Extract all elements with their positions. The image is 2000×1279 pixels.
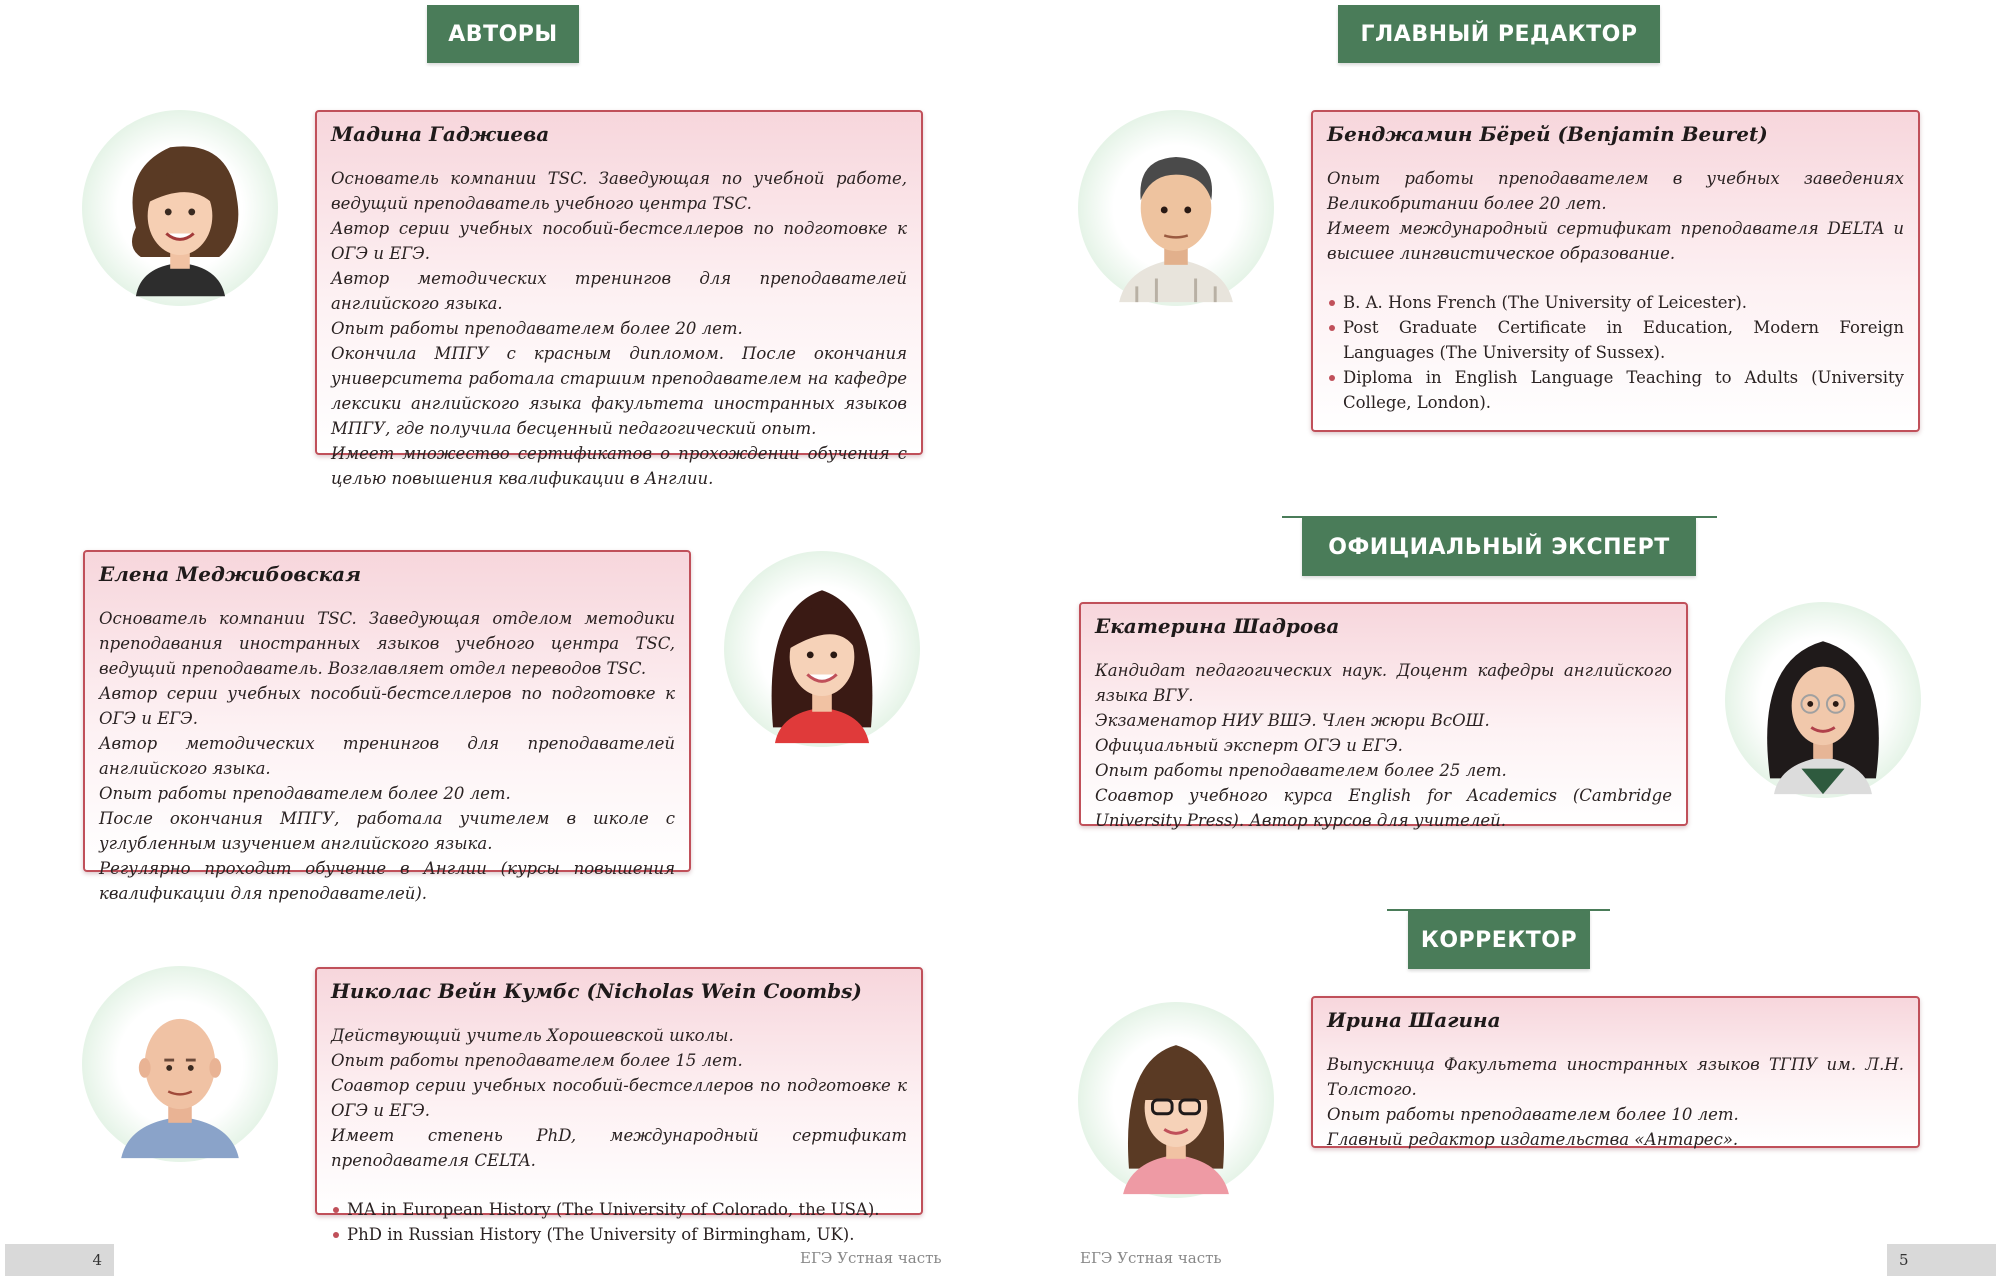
page-number-left xyxy=(5,1244,114,1276)
description-line: Опыт работы преподавателем более 20 лет. xyxy=(331,319,743,338)
qualification-item: Diploma in English Language Teaching to Adults (University College, London). xyxy=(1327,365,1904,415)
avatar-shagina xyxy=(1078,1002,1274,1198)
avatar-beuret xyxy=(1078,110,1274,306)
description-line: Окончила МПГУ с красным дипломом. После окончания университета работала старшим преподавателем на кафедре лексики английского языка факультета иностранных языков МПГУ, где получила бесценный педагогический опыт. xyxy=(331,344,907,438)
person-name: Екатерина Шадрова xyxy=(1095,614,1340,638)
page-number-right xyxy=(1887,1244,1996,1276)
description-line: Кандидат педагогических наук. Доцент кафедры английского языка ВГУ. xyxy=(1095,661,1672,705)
description-line: Имеет международный сертификат преподавателя DELTA и высшее лингвистическое образование. xyxy=(1327,219,1904,263)
avatar-medzhibovskaya xyxy=(724,551,920,747)
page-number-left-text: 4 xyxy=(92,1251,102,1269)
description-line: Соавтор серии учебных пособий-бестселлеров по подготовке к ОГЭ и ЕГЭ. xyxy=(331,1076,907,1120)
description-line: Автор методических тренингов для преподавателей английского языка. xyxy=(99,734,675,778)
description-line: Автор серии учебных пособий-бестселлеров по подготовке к ОГЭ и ЕГЭ. xyxy=(99,684,675,728)
description-line: Опыт работы преподавателем более 10 лет. xyxy=(1327,1105,1739,1124)
description-line: Автор серии учебных пособий-бестселлеров по подготовке к ОГЭ и ЕГЭ. xyxy=(331,219,907,263)
woman-long-hair-icon xyxy=(724,551,920,747)
description-line: Экзаменатор НИУ ВШЭ. Член жюри ВсОШ. xyxy=(1095,711,1490,730)
description-line: Официальный эксперт ОГЭ и ЕГЭ. xyxy=(1095,736,1403,755)
description-line: Опыт работы преподавателем более 25 лет. xyxy=(1095,761,1507,780)
description-line: Основатель компании TSC. Заведующая по учебной работе, ведущий преподаватель учебного центра TSC. xyxy=(331,169,907,213)
description-line: Автор методических тренингов для преподавателей английского языка. xyxy=(331,269,907,313)
description-line: Соавтор учебного курса English for Academics (Cambridge University Press). Автор курсов для учителей. xyxy=(1095,786,1672,830)
man-dark-hair-icon xyxy=(1078,110,1274,306)
avatar-coombs xyxy=(82,966,278,1162)
woman-glasses-curly-icon xyxy=(1725,602,1921,798)
bald-man-icon xyxy=(82,966,278,1162)
footer-title-right: ЕГЭ Устная часть xyxy=(1080,1249,1222,1267)
qualification-item: Post Graduate Certificate in Education, Modern Foreign Languages (The University of Sussex). xyxy=(1327,315,1904,365)
description-line: После окончания МПГУ, работала учителем в школе с углубленным изучением английского языка. xyxy=(99,809,675,853)
card-beuret xyxy=(1311,110,1920,432)
person-description xyxy=(331,166,907,491)
description-line: Действующий учитель Хорошевской школы. xyxy=(331,1026,734,1045)
description-line: Главный редактор издательства «Антарес». xyxy=(1327,1130,1739,1149)
card-gadzhieva xyxy=(315,110,923,488)
section-expert: ОФИЦИАЛЬНЫЙ ЭКСПЕРТ xyxy=(1302,518,1696,576)
description-line: Основатель компании TSC. Заведующая отделом методики преподавания иностранных языков учебного центра TSC, ведущий преподаватель. Возглавляет отдел переводов TSC. xyxy=(99,609,675,678)
person-description xyxy=(99,606,675,906)
description-line: Опыт работы преподавателем более 20 лет. xyxy=(99,784,511,803)
woman-bangs-glasses-icon xyxy=(1078,1002,1274,1198)
section-corrector: КОРРЕКТОР xyxy=(1408,911,1590,969)
description-line: Регулярно проходит обучение в Англии (курсы повышения квалификации для преподавателей). xyxy=(99,859,675,903)
person-name: Мадина Гаджиева xyxy=(331,122,550,146)
person-name: Ирина Шагина xyxy=(1327,1008,1501,1032)
person-name: Елена Меджибовская xyxy=(99,562,362,586)
person-description xyxy=(1095,658,1672,833)
card-shadrova xyxy=(1079,602,1688,830)
page-number-right-text: 5 xyxy=(1899,1251,1909,1269)
footer-title-left: ЕГЭ Устная часть xyxy=(800,1249,942,1267)
section-chief-editor: ГЛАВНЫЙ РЕДАКТОР xyxy=(1338,5,1660,63)
avatar-gadzhieva xyxy=(82,110,278,306)
person-description xyxy=(1327,166,1904,266)
section-authors: АВТОРЫ xyxy=(427,5,579,63)
card-coombs xyxy=(315,967,923,1244)
person-description xyxy=(331,1023,907,1173)
description-line: Имеет степень PhD, международный сертификат преподавателя CELTA. xyxy=(331,1126,907,1170)
person-description xyxy=(1327,1052,1904,1152)
qualification-item: MA in European History (The University of Colorado, the USA). xyxy=(331,1197,907,1222)
description-line: Опыт работы преподавателем в учебных заведениях Великобритании более 20 лет. xyxy=(1327,169,1904,213)
qualification-list xyxy=(331,1197,907,1247)
description-line: Имеет множество сертификатов о прохождении обучения с целью повышения квалификации в Англии. xyxy=(331,444,907,488)
card-shagina xyxy=(1311,996,1920,1148)
description-line: Выпускница Факультета иностранных языков ТГПУ им. Л.Н. Толстого. xyxy=(1327,1055,1904,1099)
person-name: Бенджамин Бёрей (Benjamin Beuret) xyxy=(1327,122,1768,146)
person-name: Николас Вейн Кумбс (Nicholas Wein Coombs) xyxy=(331,979,862,1003)
card-medzhibovskaya xyxy=(83,550,691,903)
woman-curly-hair-icon xyxy=(82,110,278,306)
description-line: Опыт работы преподавателем более 15 лет. xyxy=(331,1051,743,1070)
qualification-list xyxy=(1327,290,1904,415)
qualification-item: B. A. Hons French (The University of Leicester). xyxy=(1327,290,1904,315)
qualification-item: PhD in Russian History (The University of Birmingham, UK). xyxy=(331,1222,907,1247)
avatar-shadrova xyxy=(1725,602,1921,798)
